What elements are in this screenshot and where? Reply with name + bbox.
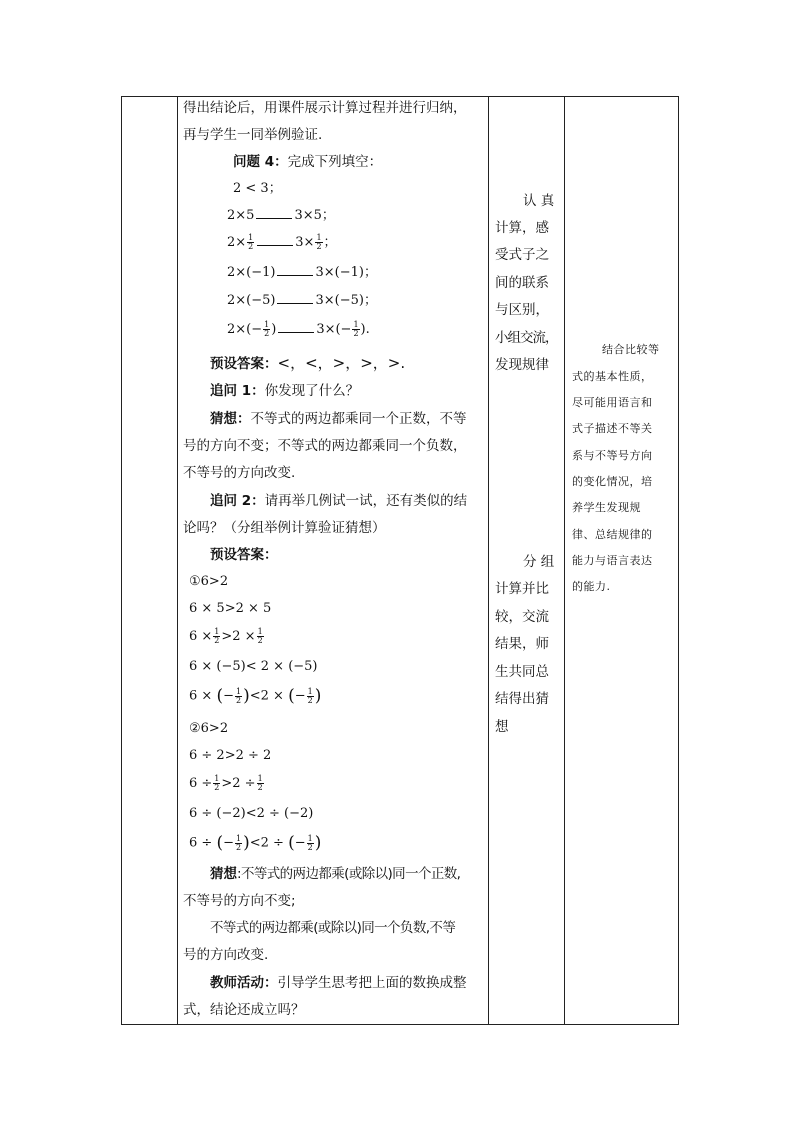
- follow-up-1: 追问 1：你发现了什么？: [210, 383, 360, 399]
- conjecture: 猜想：不等式的两边都乘同一个正数，不等: [210, 411, 467, 427]
- student-line: 想: [495, 719, 509, 735]
- intent-line: 养学生发现规: [572, 501, 641, 514]
- math-line: ②6>2: [189, 721, 229, 736]
- math-line: 6 ÷ $\frac{1}{2}$ >2 ÷ $\frac{1}{2}$: [189, 774, 263, 792]
- student-line: 计算，感: [495, 220, 549, 236]
- student-line: 结得出猜: [495, 691, 549, 707]
- intent-line: 能力与语言表达: [572, 554, 653, 567]
- student-line: 与区别，: [495, 302, 549, 318]
- math-line: 6 × $\frac{1}{2}$ >2 × $\frac{1}{2}$: [189, 627, 263, 645]
- student-line: 分 组: [523, 554, 555, 570]
- design-intent-cell: [565, 97, 679, 1024]
- teacher-activity: 教师活动：引导学生思考把上面的数换成整: [210, 975, 467, 991]
- teacher-activity-line: 式，结论还成立吗？: [183, 1002, 305, 1018]
- teaching-process-cell: [178, 97, 489, 1024]
- fraction-half: $\frac{1}{2}$: [316, 233, 322, 251]
- example-line: 2×(−1) 3×(−1)；: [227, 265, 377, 280]
- follow-up-2-line: 论吗？（分组举例计算验证猜想）: [183, 520, 386, 536]
- conjecture-2-line: 号的方向改变.: [183, 947, 269, 963]
- empty-left-cell: [122, 97, 177, 1024]
- conjecture-line: 不等号的方向改变.: [183, 465, 296, 481]
- conjecture-2-line: 不等号的方向不变;: [183, 893, 296, 909]
- example-line: 2×(− $\frac{1}{2}$ ) 3×(− $\frac{1}{2}$ ).: [227, 320, 370, 338]
- example-line: 2 < 3；: [233, 181, 282, 196]
- student-line: 较，交流: [495, 609, 549, 625]
- conjecture-2: 猜想:不等式的两边都乘(或除以)同一个正数,: [210, 866, 461, 882]
- follow-up-2: 追问 2：请再举几例试一试，还有类似的结: [210, 493, 468, 509]
- math-line: 6 ÷ (−2)<2 ÷ (−2): [189, 806, 314, 821]
- fraction-half: $\frac{1}{2}$: [264, 320, 270, 338]
- intro-line: 得出结论后，用课件展示计算过程并进行归纳，: [183, 100, 467, 116]
- intent-line: 的变化情况，培: [572, 475, 653, 488]
- fraction-half: $\frac{1}{2}$: [353, 320, 359, 338]
- fill-blank: [277, 291, 313, 304]
- math-line: 6 × (− $\frac{1}{2}$ )<2 × (− $\frac{1}{2}$ ): [189, 686, 322, 706]
- preset-answer: 预设答案：<，<，>，>，>.: [210, 354, 406, 372]
- student-activity-cell: [489, 97, 565, 1024]
- intro-line: 再与学生一同举例验证.: [183, 127, 323, 143]
- math-line: 6 ÷ 2>2 ÷ 2: [189, 748, 272, 763]
- intent-line: 式子描述不等关: [572, 422, 653, 435]
- example-line: 2×(−5) 3×(−5)；: [227, 293, 377, 308]
- fraction-half: $\frac{1}{2}$: [248, 233, 254, 251]
- intent-line: 系与不等号方向: [572, 449, 653, 462]
- fraction-half: $\frac{1}{2}$: [214, 774, 220, 792]
- intent-line: 的能力.: [572, 580, 611, 593]
- student-line: 认 真: [523, 193, 555, 209]
- student-line: 受式子之: [495, 247, 549, 263]
- fill-blank: [277, 263, 313, 276]
- example-line: 2×5 3×5；: [227, 208, 335, 223]
- fraction-half: $\frac{1}{2}$: [235, 833, 242, 852]
- student-line: 发现规律: [495, 357, 549, 373]
- preset-answer-2: 预设答案：: [210, 547, 278, 563]
- fraction-half: $\frac{1}{2}$: [214, 627, 220, 645]
- intent-line: 式的基本性质，: [572, 370, 653, 383]
- fill-blank: [256, 206, 292, 219]
- student-line: 计算并比: [495, 581, 549, 597]
- student-line: 生共同总: [495, 664, 549, 680]
- example-line: 2× $\frac{1}{2}$ 3× $\frac{1}{2}$ ；: [227, 233, 337, 251]
- fraction-half: $\frac{1}{2}$: [307, 833, 313, 852]
- question-4: 问题 4：完成下列填空：: [233, 154, 383, 170]
- fill-blank: [257, 233, 293, 246]
- student-line: 结果，师: [495, 636, 549, 652]
- fraction-half: $\frac{1}{2}$: [307, 686, 313, 705]
- math-line: 6 × (−5)< 2 × (−5): [189, 659, 318, 674]
- intent-line: 结合比较等: [602, 343, 660, 356]
- fill-blank: [278, 320, 314, 333]
- math-line: 6 ÷ (− $\frac{1}{2}$ )<2 ÷ (− $\frac{1}{2}$ ): [189, 833, 322, 853]
- fraction-half: $\frac{1}{2}$: [257, 627, 263, 645]
- fraction-half: $\frac{1}{2}$: [235, 686, 242, 705]
- student-line: 间的联系: [495, 275, 549, 291]
- math-line: ①6>2: [189, 574, 229, 589]
- conjecture-2-line: 不等式的两边都乘(或除以)同一个负数,不等: [210, 920, 456, 936]
- student-line: 小组交流，: [495, 330, 558, 346]
- intent-line: 律、总结规律的: [572, 528, 653, 541]
- math-line: 6 × 5>2 × 5: [189, 601, 272, 616]
- fraction-half: $\frac{1}{2}$: [257, 774, 263, 792]
- lesson-table: [121, 96, 679, 1025]
- intent-line: 尽可能用语言和: [572, 396, 653, 409]
- conjecture-line: 号的方向不变；不等式的两边都乘同一个负数，: [183, 438, 467, 454]
